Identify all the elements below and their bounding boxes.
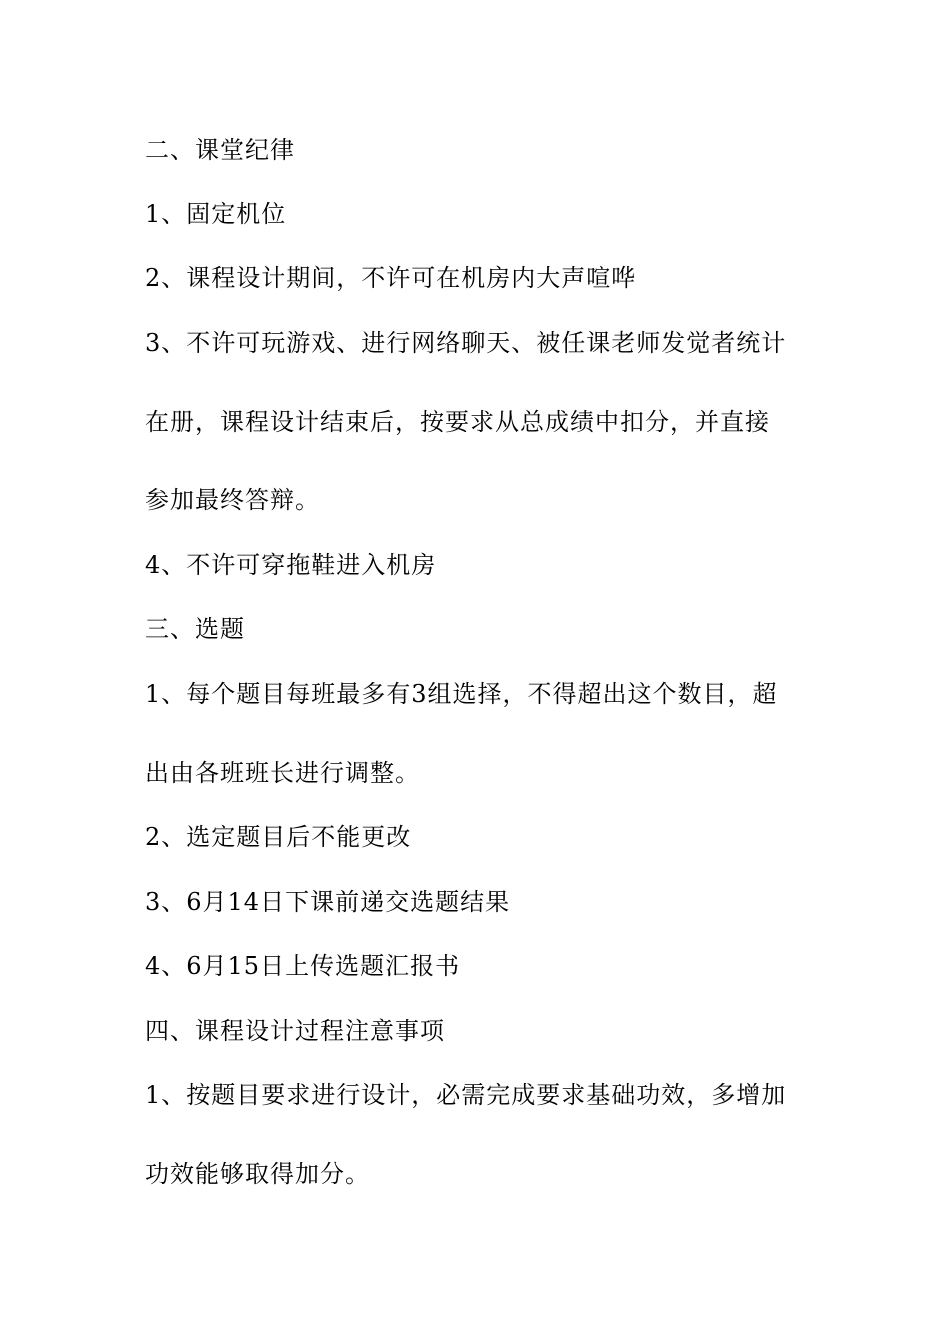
- list-item: 4、不许可穿拖鞋进入机房: [145, 551, 437, 579]
- list-item: 1、每个题目每班最多有3组选择，不得超出这个数目，超: [145, 680, 778, 708]
- list-item: 2、课程设计期间，不许可在机房内大声喧哗: [145, 264, 637, 292]
- list-item: 2、选定题目后不能更改: [145, 823, 412, 851]
- list-item: 3、6月14日下课前递交选题结果: [145, 888, 511, 916]
- section-heading-discipline: 二、课堂纪律: [145, 136, 295, 164]
- list-item: 1、按题目要求进行设计，必需完成要求基础功效，多增加: [145, 1081, 787, 1109]
- section-heading-design-notes: 四、课程设计过程注意事项: [145, 1017, 445, 1045]
- list-item-continuation: 参加最终答辩。: [145, 486, 320, 514]
- list-item: 1、固定机位: [145, 200, 287, 228]
- list-item-continuation: 功效能够取得加分。: [145, 1160, 370, 1188]
- list-item: 4、6月15日上传选题汇报书: [145, 952, 461, 980]
- list-item-continuation: 出由各班班长进行调整。: [145, 759, 420, 787]
- list-item: 3、不许可玩游戏、进行网络聊天、被任课老师发觉者统计: [145, 329, 787, 357]
- list-item-continuation: 在册，课程设计结束后，按要求从总成绩中扣分，并直接: [145, 408, 770, 436]
- section-heading-topic-selection: 三、选题: [145, 615, 245, 643]
